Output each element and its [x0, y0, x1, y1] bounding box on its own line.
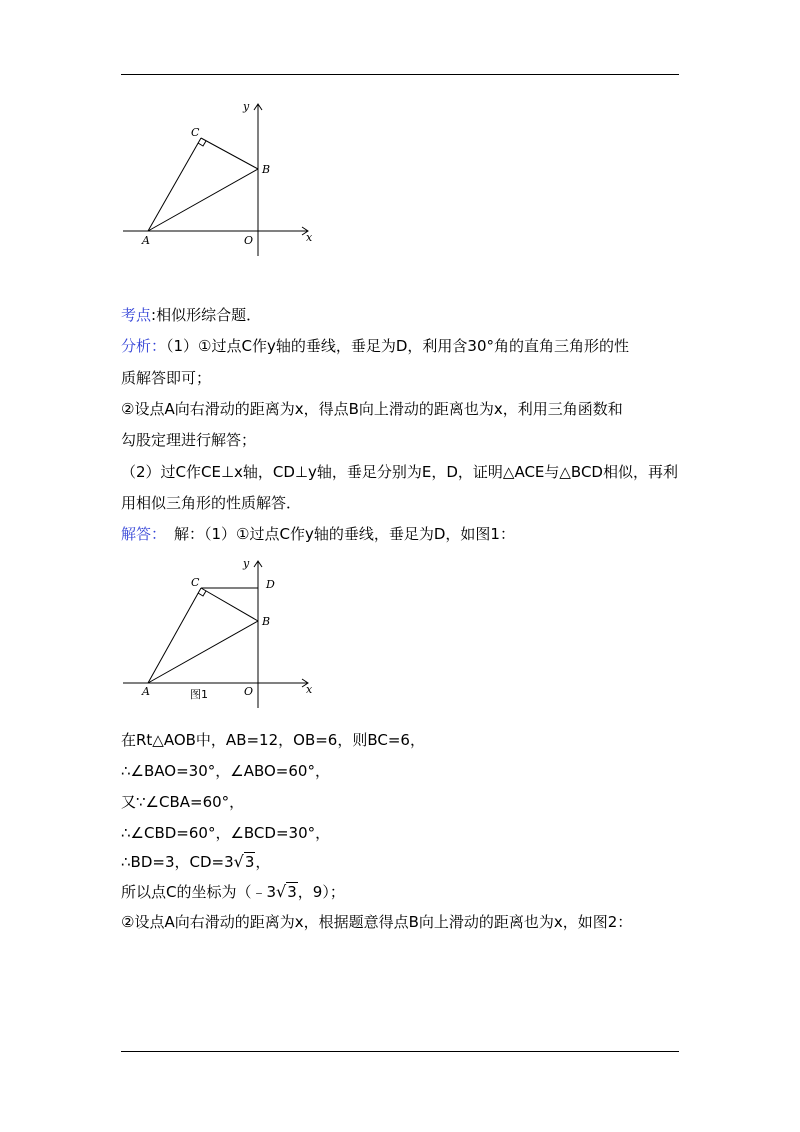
fenxi-line-5: （2）过C作CE⊥x轴，CD⊥y轴，垂足分别为E，D，证明△ACE与△BCD相似，再利 — [121, 463, 678, 481]
figure-2 — [118, 553, 328, 715]
label-A: A — [142, 234, 150, 247]
fenxi-line-4: 勾股定理进行解答； — [121, 431, 257, 449]
solution-line-7: ②设点A向右滑动的距离为x，根据题意得点B向上滑动的距离也为x，如图2： — [121, 913, 633, 931]
jieda-label: 解答： — [121, 525, 167, 543]
kaodian-text: :相似形综合题． — [151, 306, 262, 324]
solution-line-4: ∴∠CBD=60°，∠BCD=30°， — [121, 824, 331, 842]
jieda-line-1 — [121, 524, 515, 544]
solution-line-6-post: ，9）； — [297, 883, 345, 901]
fenxi-line-1 — [121, 336, 629, 356]
label-B: B — [262, 615, 271, 628]
solution-line-6 — [121, 882, 345, 902]
segment-AC — [148, 588, 201, 683]
bottom-rule — [121, 1051, 679, 1052]
solution-line-1: 在Rt△AOB中，AB=12，OB=6，则BC=6， — [121, 731, 425, 749]
label-y: y — [243, 557, 250, 570]
kaodian-line — [121, 305, 261, 325]
label-C: C — [191, 576, 200, 589]
sqrt-radicand: 3 — [244, 853, 255, 871]
segment-AB — [148, 621, 258, 683]
fenxi-line-6: 用相似三角形的性质解答． — [121, 494, 302, 512]
solution-line-5-pre: ∴BD=3，CD=3 — [121, 853, 234, 871]
label-C: C — [191, 126, 200, 139]
label-y: y — [243, 100, 250, 113]
label-x: x — [306, 231, 313, 244]
figure-caption: 图1 — [190, 688, 208, 701]
solution-line-5-post: ， — [255, 853, 271, 871]
segment-CB — [201, 138, 258, 169]
fenxi-label: 分析： — [121, 337, 167, 355]
label-x: x — [306, 683, 313, 696]
label-D: D — [266, 578, 275, 591]
label-A: A — [142, 685, 150, 698]
jieda-text-1: 解：（1）①过点C作y轴的垂线，垂足为D，如图1： — [174, 525, 515, 543]
sqrt-radicand: 3 — [287, 883, 297, 901]
solution-line-6-pre: 所以点C的坐标为（﹣3 — [121, 883, 277, 901]
solution-line-2: ∴∠BAO=30°，∠ABO=60°， — [121, 762, 330, 780]
label-B: B — [262, 163, 271, 176]
segment-AC — [148, 138, 201, 231]
fenxi-text-1: （1）①过点C作y轴的垂线，垂足为D，利用含30°角的直角三角形的性 — [166, 337, 629, 355]
solution-line-5 — [121, 852, 270, 872]
sqrt-sign: √ — [233, 852, 244, 871]
sqrt-sign: √ — [276, 882, 287, 901]
top-rule — [121, 74, 679, 75]
solution-line-3: 又∵∠CBA=60°， — [121, 793, 245, 811]
figure-1 — [118, 96, 328, 266]
label-O: O — [244, 685, 254, 698]
segment-AB — [148, 169, 258, 231]
label-O: O — [244, 234, 254, 247]
fenxi-line-2: 质解答即可； — [121, 369, 212, 387]
segment-CB — [201, 588, 258, 621]
fenxi-line-3: ②设点A向右滑动的距离为x，得点B向上滑动的距离也为x，利用三角函数和 — [121, 400, 623, 418]
kaodian-label: 考点 — [121, 306, 152, 324]
